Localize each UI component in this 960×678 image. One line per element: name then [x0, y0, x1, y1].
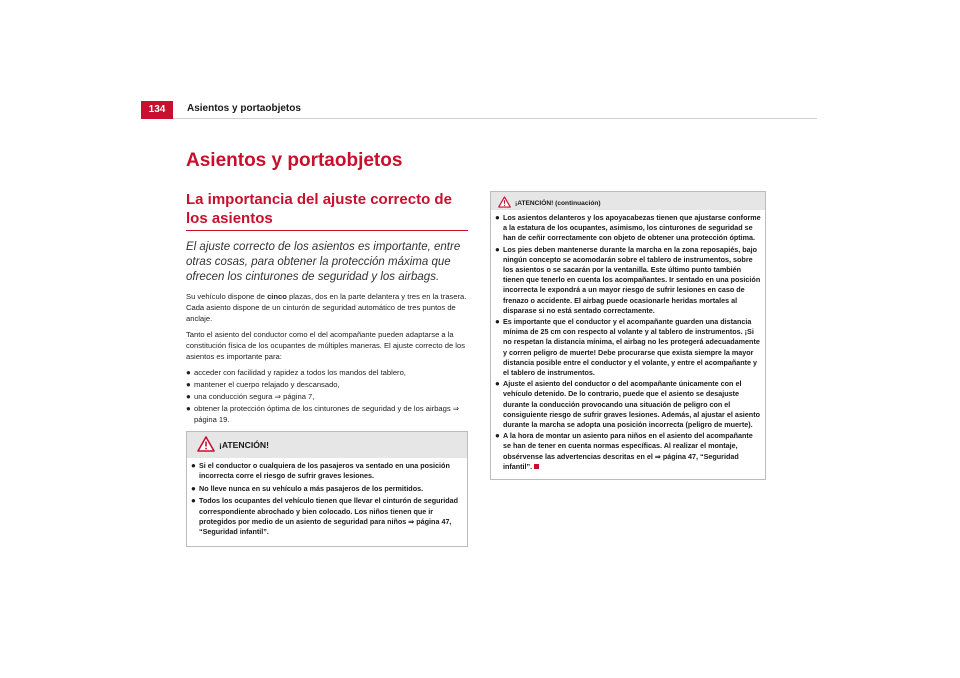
warning-item — [495, 317, 761, 378]
list-item-text: una conducción segura ⇒ página 7, — [194, 392, 315, 401]
bullet-dot-icon: ● — [186, 368, 191, 377]
warning-item-text: Es importante que el conductor y el acompañante guarden una distancia mínima de 25 cm con respecto al volante y al tablero de instrumentos. ¡Si no respetan la distancia mínima, el airbag no les protegerá adecuadamente y corren peligro de muerte! Debe procurarse que exista siempre la mayor distancia posible entre el conductor y el volante, y entre el acompañante y el tablero de instrumentos. — [503, 317, 760, 378]
warning-item — [191, 496, 463, 538]
page-header — [141, 101, 817, 119]
warning-item — [191, 461, 463, 482]
warning-item-text: A la hora de montar un asiento para niños en el asiento del acompañante se han de tener en cuenta normas específicas. Al realizar el montaje, obsérvense las advertencias descritas en el ⇒ página 47, “Seguridad infantil”. — [503, 431, 753, 471]
p1-text-end: plazas, dos en la parte delantera y tres en la trasera. Cada asiento dispone de un cinturón de seguridad automático de tres puntos de anclaje. — [186, 292, 467, 323]
warning-item-text: Si el conductor o cualquiera de los pasajeros va sentado en una posición incorrecta corre el riesgo de sufrir graves lesiones. — [199, 461, 450, 481]
warning-box — [186, 431, 468, 547]
bullet-dot-icon: ● — [495, 431, 500, 441]
adjustment-benefits-list — [186, 367, 468, 425]
bullet-dot-icon: ● — [186, 392, 191, 401]
body-paragraph-2: Tanto el asiento del conductor como el del acompañante pueden adaptarse a la constitución física de los ocupantes de múltiples maneras. El ajuste correcto de los asientos es importante para: — [186, 330, 466, 361]
end-of-section-icon — [534, 464, 539, 469]
section-lead: El ajuste correcto de los asientos es importante, entre otras cosas, para obtener la protección máxima que ofrecen los cinturones de seguridad y los airbags. — [186, 241, 461, 283]
running-title: Asientos y portaobjetos — [187, 103, 301, 114]
list-item-text: mantener el cuerpo relajado y descansado, — [194, 380, 340, 389]
warning-item-text: Los pies deben mantenerse durante la marcha en la zona reposapiés, bajo ningún concepto se acomodarán sobre el tablero de instrumentos, sobre los asientos o se sacarán por la ventanilla. Este último punto también tienen que tenerlo en cuenta los acompañantes. Ir sentado en una posición incorrecta le expondrá a un mayor riesgo de sufrir lesiones en caso de frenazo o accidente. El airbag puede ocasionarle heridas mortales al disparase si no está sentado correctamente. — [503, 244, 761, 315]
list-item — [186, 367, 468, 378]
list-item — [186, 403, 468, 425]
warning-item — [495, 431, 761, 472]
bullet-dot-icon: ● — [186, 380, 191, 389]
p1-text-start: Su vehículo dispone de — [186, 292, 268, 301]
warning-triangle-icon — [498, 195, 511, 213]
page-number: 134 — [141, 101, 173, 119]
bullet-dot-icon: ● — [191, 461, 196, 470]
warning-list — [491, 210, 765, 472]
warning-item-text: No lleve nunca en su vehículo a más pasajeros de los permitidos. — [199, 483, 424, 493]
warning-item — [495, 245, 761, 316]
chapter-title: Asientos y portaobjetos — [186, 150, 403, 171]
warning-item-text: Ajuste el asiento del conductor o del acompañante únicamente con el vehículo detenido. De lo contrario, puede que el asiento se desajuste durante la conducción provocando una situación de peligro con el consiguiente riesgo de sufrir graves lesiones. Además, al ajustar el asiento durante la marcha se adopta una posición incorrecta (peligro de muerte). — [503, 379, 760, 430]
warning-list — [187, 458, 467, 538]
list-item — [186, 391, 468, 402]
warning-title: ¡ATENCIÓN! — [219, 440, 269, 450]
warning-item-text: Todos los ocupantes del vehículo tienen que llevar el cinturón de seguridad correspondiente abrochado y bien colocado. Los niños tienen que ir protegidos por medio de un asiento de seguridad para niños ⇒ página 47, “Seguridad infantil”. — [199, 496, 459, 537]
bullet-dot-icon: ● — [495, 317, 500, 327]
list-item-text: acceder con facilidad y rapidez a todos los mandos del tablero, — [194, 368, 406, 377]
warning-item — [495, 379, 761, 430]
warning-item — [191, 484, 463, 494]
warning-continuation-box — [490, 191, 766, 480]
bullet-dot-icon: ● — [495, 379, 500, 389]
section-title: La importancia del ajuste correcto de los asientos — [186, 190, 468, 231]
list-item-text: obtener la protección óptima de los cinturones de seguridad y de los airbags ⇒ página 19. — [194, 404, 460, 424]
p1-bold-count: cinco — [267, 292, 287, 301]
body-paragraph-1 — [186, 291, 468, 324]
bullet-dot-icon: ● — [191, 496, 196, 506]
warning-header — [187, 432, 467, 458]
warning-header — [491, 192, 765, 210]
warning-item — [495, 213, 761, 244]
bullet-dot-icon: ● — [186, 404, 191, 413]
warning-title: ¡ATENCIÓN! (continuación) — [515, 200, 601, 207]
list-item — [186, 379, 468, 390]
left-column — [186, 190, 468, 547]
bullet-dot-icon: ● — [495, 244, 500, 254]
bullet-dot-icon: ● — [191, 483, 196, 493]
bullet-dot-icon: ● — [495, 213, 500, 222]
warning-triangle-icon — [197, 436, 215, 457]
header-rule — [173, 118, 817, 119]
warning-item-text: Los asientos delanteros y los apoyacabezas tienen que ajustarse conforme a la estatura de los ocupantes, asimismo, los cinturones de seguridad se han de ceñir correctamente con objeto de obtener una protección óptima. — [503, 213, 761, 243]
